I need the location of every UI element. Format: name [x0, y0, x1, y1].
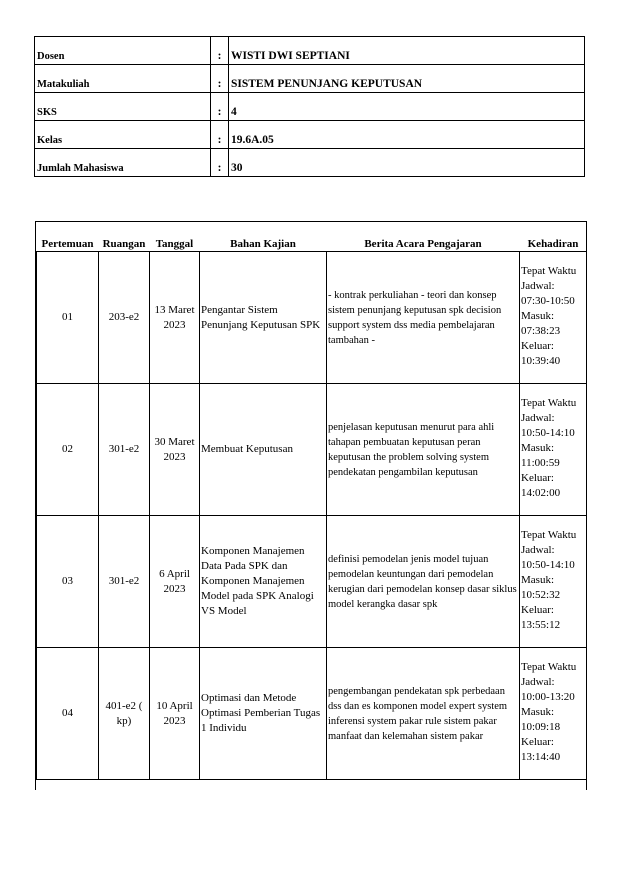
schedule-table: [36, 222, 587, 780]
course-info-table: [34, 36, 585, 177]
info-separator: :: [211, 65, 229, 93]
info-value: WISTI DWI SEPTIANI: [229, 37, 585, 65]
info-separator: :: [211, 149, 229, 177]
header-pertemuan: Pertemuan: [41, 238, 94, 250]
ruangan-cell: 401-e2 ( kp): [99, 648, 150, 780]
header-bahan-kajian: Bahan Kajian: [230, 238, 296, 250]
table-row: [37, 648, 587, 780]
kehadiran-cell: Tepat Waktu Jadwal: 10:00-13:20 Masuk: 10:09:18 Keluar: 13:14:40: [520, 648, 587, 780]
info-label: SKS: [35, 93, 211, 121]
ruangan-cell: 301-e2: [99, 516, 150, 648]
info-separator: :: [211, 121, 229, 149]
info-label: Matakuliah: [35, 65, 211, 93]
info-label: Kelas: [35, 121, 211, 149]
info-label: Dosen: [35, 37, 211, 65]
berita-acara-cell: penjelasan keputusan menurut para ahli tahapan pembuatan keputusan peran keputusan the problem solving system pendekatan pengambilan keputusan: [327, 384, 520, 516]
berita-acara-cell: pengembangan pendekatan spk perbedaan dss dan es komponen model expert system inferensi system pakar rule sistem pakar manfaat dan kelemahan sistem pakar: [327, 648, 520, 780]
table-row: [37, 516, 587, 648]
ruangan-cell: 301-e2: [99, 384, 150, 516]
table-row: [37, 384, 587, 516]
info-label: Jumlah Mahasiswa: [35, 149, 211, 177]
info-row-dosen: [35, 37, 585, 65]
tanggal-cell: 13 Maret 2023: [150, 252, 200, 384]
header-berita-acara: Berita Acara Pengajaran: [364, 238, 482, 250]
info-value: 30: [229, 149, 585, 177]
info-separator: :: [211, 37, 229, 65]
info-row-matakuliah: [35, 65, 585, 93]
info-row-kelas: [35, 121, 585, 149]
info-value: 19.6A.05: [229, 121, 585, 149]
bahan-kajian-cell: Pengantar Sistem Penunjang Keputusan SPK: [200, 252, 327, 384]
info-row-jumlah-mahasiswa: [35, 149, 585, 177]
table-row: [37, 252, 587, 384]
schedule-table-container: [35, 221, 587, 790]
pertemuan-cell: 01: [37, 252, 99, 384]
pertemuan-cell: 04: [37, 648, 99, 780]
tanggal-cell: 30 Maret 2023: [150, 384, 200, 516]
pertemuan-cell: 02: [37, 384, 99, 516]
schedule-header-row: [37, 222, 587, 252]
tanggal-cell: 10 April 2023: [150, 648, 200, 780]
bahan-kajian-cell: Komponen Manajemen Data Pada SPK dan Komponen Manajemen Model pada SPK Analogi VS Model: [200, 516, 327, 648]
bahan-kajian-cell: Optimasi dan Metode Optimasi Pemberian Tugas 1 Individu: [200, 648, 327, 780]
berita-acara-cell: definisi pemodelan jenis model tujuan pemodelan keuntungan dari pemodelan kerugian dari pemodelan konsep dasar siklus model kerangka dasar spk: [327, 516, 520, 648]
berita-acara-cell: - kontrak perkuliahan - teori dan konsep sistem penunjang keputusan spk decision support system dss media pembelajaran tambahan -: [327, 252, 520, 384]
kehadiran-cell: Tepat Waktu Jadwal: 10:50-14:10 Masuk: 11:00:59 Keluar: 14:02:00: [520, 384, 587, 516]
header-kehadiran: Kehadiran: [527, 238, 579, 250]
info-row-sks: [35, 93, 585, 121]
kehadiran-cell: Tepat Waktu Jadwal: 10:50-14:10 Masuk: 10:52:32 Keluar: 13:55:12: [520, 516, 587, 648]
kehadiran-cell: Tepat Waktu Jadwal: 07:30-10:50 Masuk: 07:38:23 Keluar: 10:39:40: [520, 252, 587, 384]
info-separator: :: [211, 93, 229, 121]
tanggal-cell: 6 April 2023: [150, 516, 200, 648]
ruangan-cell: 203-e2: [99, 252, 150, 384]
bahan-kajian-cell: Membuat Keputusan: [200, 384, 327, 516]
pertemuan-cell: 03: [37, 516, 99, 648]
info-value: SISTEM PENUNJANG KEPUTUSAN: [229, 65, 585, 93]
header-ruangan: Ruangan: [102, 238, 146, 250]
header-tanggal: Tanggal: [155, 238, 194, 250]
info-value: 4: [229, 93, 585, 121]
